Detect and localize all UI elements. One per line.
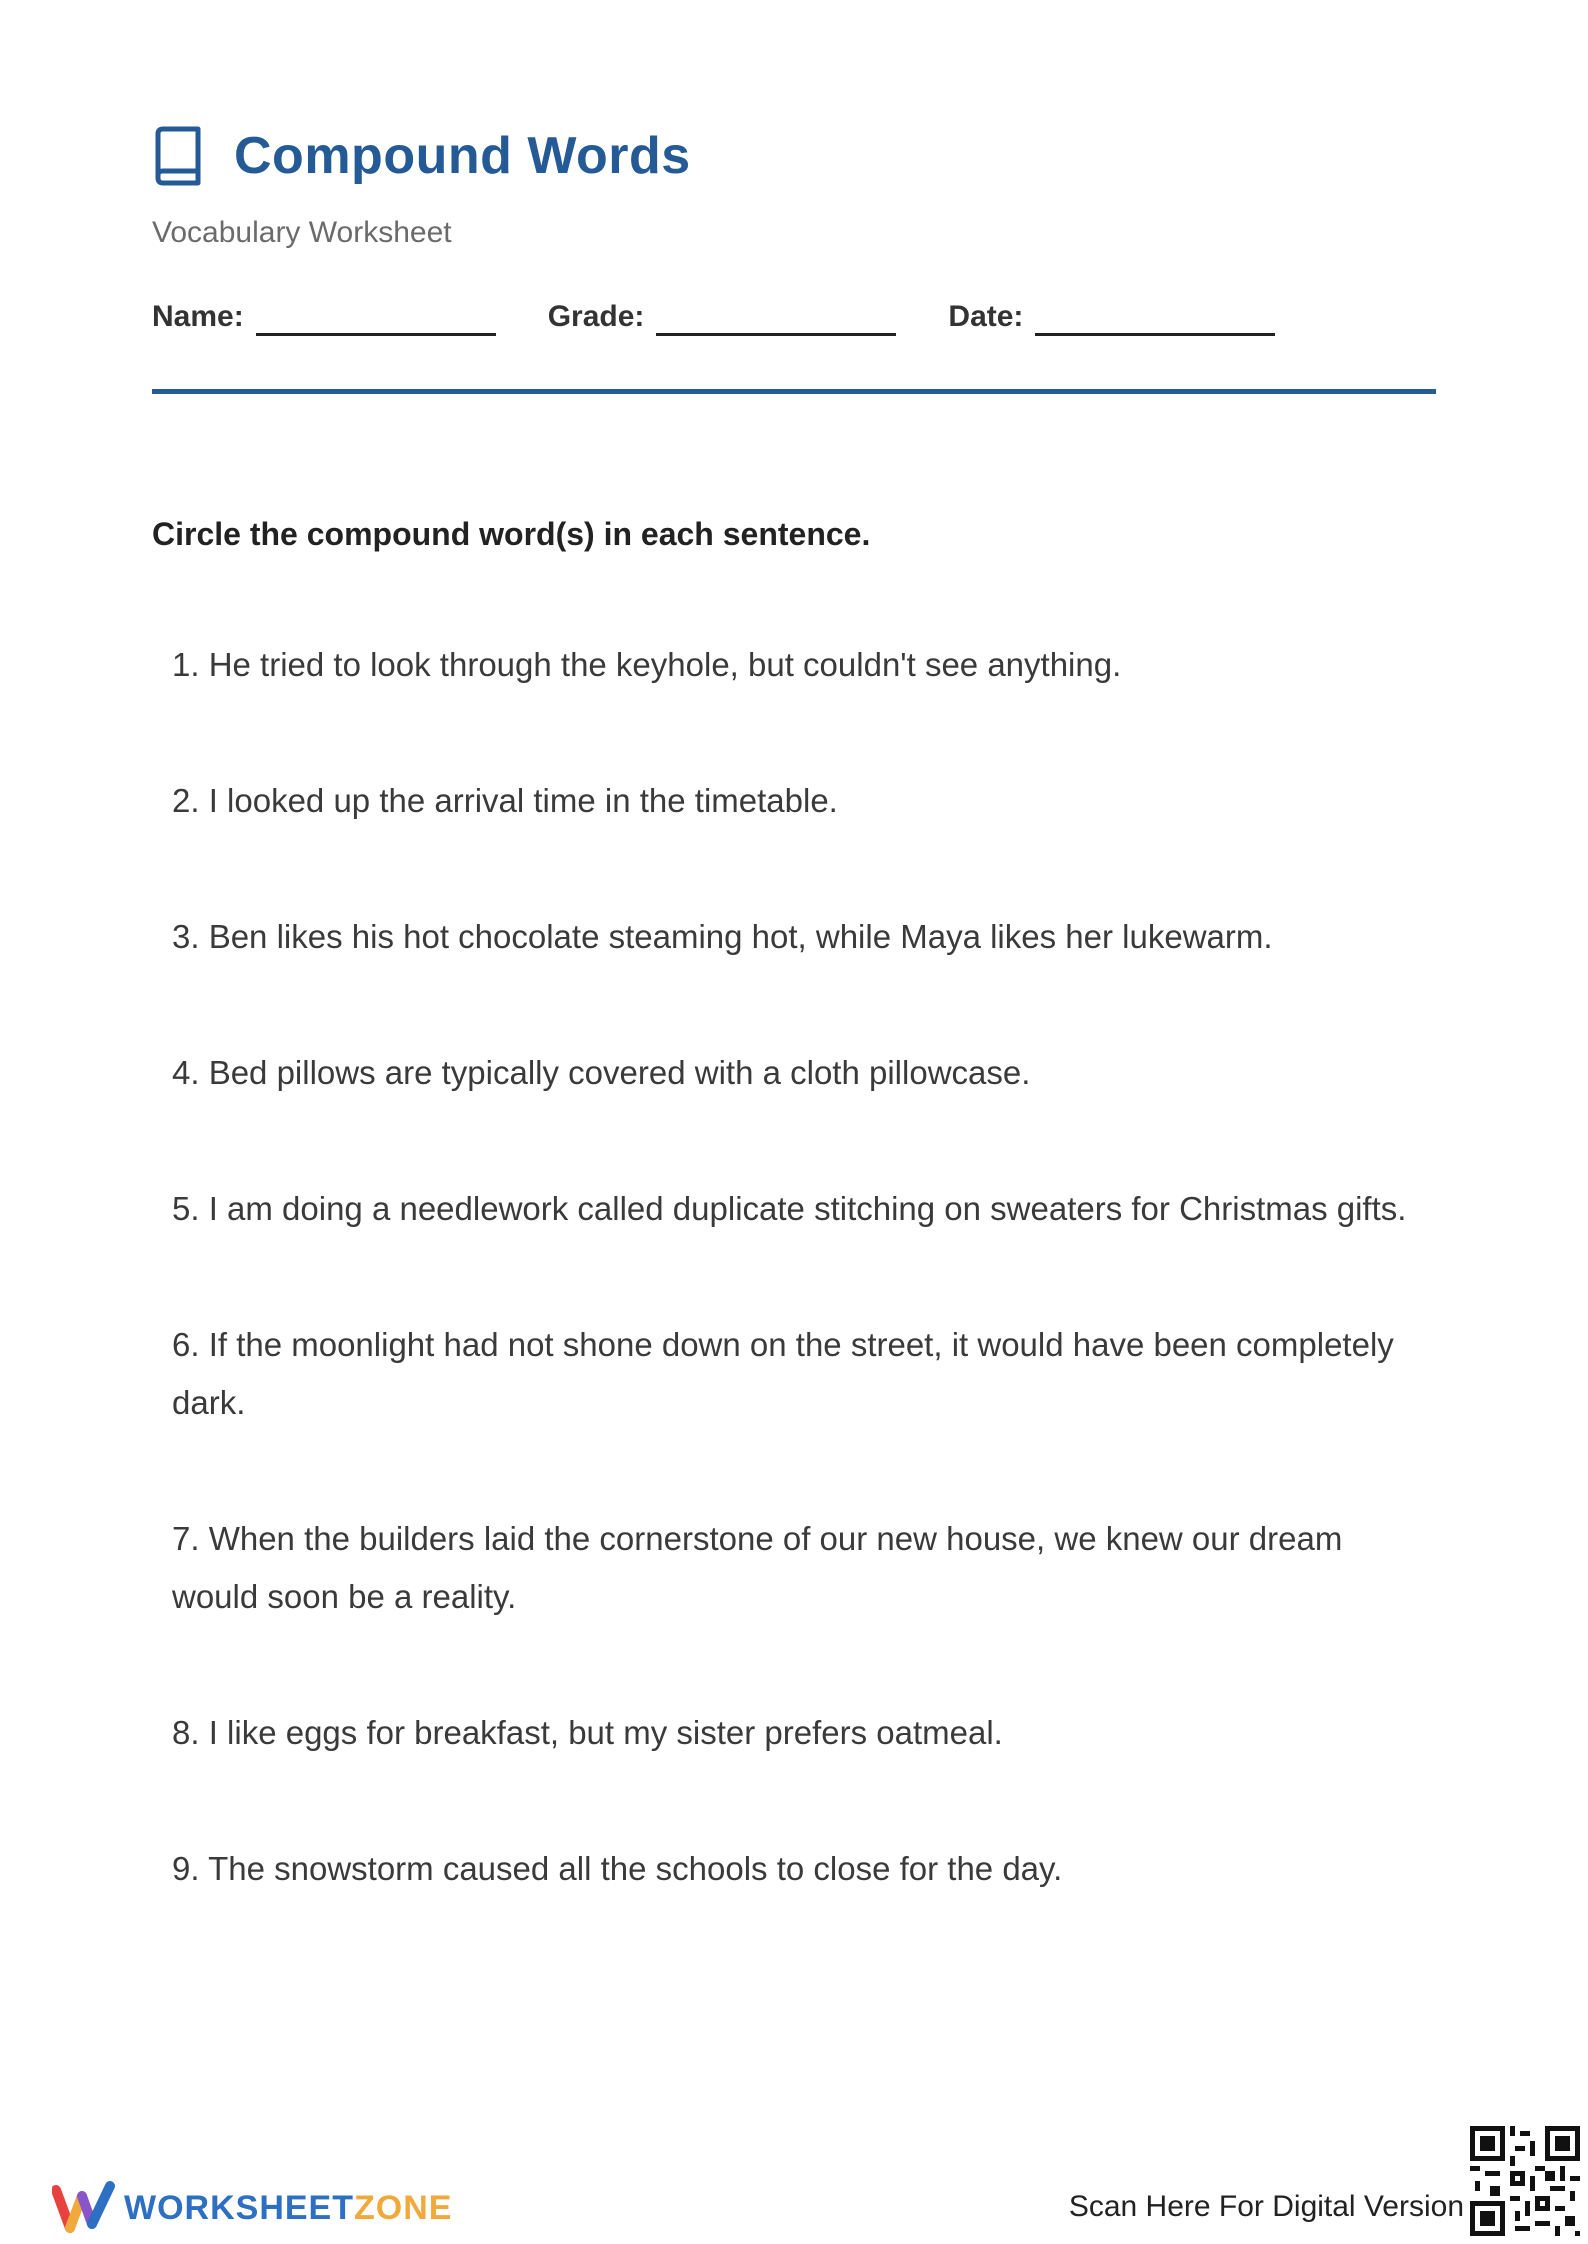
page-title: Compound Words	[234, 127, 691, 185]
question-item: 3. Ben likes his hot chocolate steaming hot, while Maya likes her lukewarm.	[172, 918, 1273, 955]
qr-code-icon[interactable]	[1470, 2126, 1580, 2236]
brand-name-part2: ZONE	[354, 2188, 453, 2227]
student-info-fields	[152, 288, 1436, 336]
question-item: 5. I am doing a needlework called duplicate stitching on sweaters for Christmas gifts.	[172, 1190, 1407, 1227]
grade-label: Grade:	[547, 300, 645, 333]
grade-blank-line[interactable]	[656, 333, 896, 336]
worksheetzone-logo-icon	[52, 2180, 116, 2236]
date-blank-line[interactable]	[1035, 333, 1275, 336]
question-item: 8. I like eggs for breakfast, but my sister prefers oatmeal.	[172, 1714, 1003, 1751]
title-row	[152, 118, 1436, 194]
worksheet-header	[152, 118, 1436, 336]
name-blank-line[interactable]	[256, 333, 496, 336]
question-item: 4. Bed pillows are typically covered with a cloth pillowcase.	[172, 1054, 1031, 1091]
brand-name-part1: WORKSHEET	[124, 2188, 354, 2227]
question-item: 7. When the builders laid the cornerstone of our new house, we knew our dream would soon be a reality.	[172, 1520, 1343, 1615]
date-label: Date:	[948, 300, 1024, 333]
scan-instruction: Scan Here For Digital Version	[1068, 2190, 1464, 2223]
book-icon	[152, 126, 208, 186]
instruction-text: Circle the compound word(s) in each sentence.	[152, 516, 871, 552]
question-item: 2. I looked up the arrival time in the timetable.	[172, 782, 838, 819]
question-list	[172, 636, 1422, 1976]
page-subtitle: Vocabulary Worksheet	[152, 216, 452, 249]
header-divider	[152, 389, 1436, 394]
worksheetzone-logo[interactable]	[52, 2180, 452, 2236]
question-item: 6. If the moonlight had not shone down on the street, it would have been completely dark.	[172, 1326, 1394, 1421]
name-field[interactable]	[152, 302, 496, 336]
question-item: 1. He tried to look through the keyhole, but couldn't see anything.	[172, 646, 1122, 683]
grade-field[interactable]	[548, 302, 897, 336]
date-field[interactable]	[948, 302, 1275, 336]
name-label: Name:	[152, 300, 244, 333]
question-item: 9. The snowstorm caused all the schools to close for the day.	[172, 1850, 1063, 1887]
